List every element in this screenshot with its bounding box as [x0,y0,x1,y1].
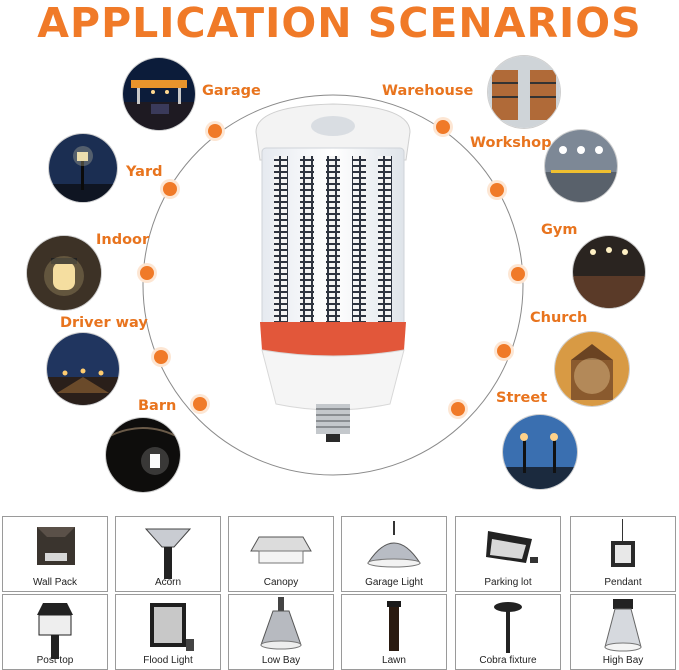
label-street: Street [496,390,548,406]
photo-indoor [27,236,101,310]
fixture-acorn [115,516,221,592]
fixture-label: Pendant [604,577,642,588]
label-workshop: Workshop [470,135,552,151]
fixture-wall-pack [2,516,108,592]
fixture-lawn [341,594,447,670]
fixture-label: Lawn [382,655,406,666]
fixture-label: Post top [36,655,74,666]
fixture-label: Cobra fixture [479,655,537,666]
dot-street [451,402,465,416]
dot-warehouse [436,120,450,134]
fixture-label: Garage Light [365,577,423,588]
fixture-garage-light [341,516,447,592]
dot-driver-way [154,350,168,364]
dot-indoor [140,266,154,280]
photo-workshop [545,130,617,202]
fixture-post-top [2,594,108,670]
label-yard: Yard [126,164,163,180]
fixture-pendant [570,516,676,592]
dot-gym [511,267,525,281]
photo-garage [123,58,195,130]
fixture-label: Wall Pack [32,577,78,588]
fixture-canopy [228,516,334,592]
fixture-high-bay [570,594,676,670]
label-indoor: Indoor [96,232,150,248]
label-warehouse: Warehouse [382,83,474,99]
fixture-label: Acorn [154,577,182,588]
fixture-label: High Bay [602,655,644,666]
label-garage: Garage [202,83,261,99]
dot-yard [163,182,177,196]
corn-bulb-image [248,100,418,452]
fixture-flood-light [115,594,221,670]
label-barn: Barn [138,398,177,414]
dot-workshop [490,183,504,197]
photo-church [555,332,629,406]
label-driver-way: Driver way [60,315,148,331]
photo-driver-way [47,333,119,405]
dot-church [497,344,511,358]
fixture-low-bay [228,594,334,670]
label-church: Church [530,310,588,326]
fixture-label: Canopy [263,577,299,588]
dot-barn [193,397,207,411]
fixture-label: Flood Light [143,655,193,666]
photo-gym [573,236,645,308]
fixture-cobra [455,594,561,670]
fixture-label: Parking lot [484,577,532,588]
fixture-label: Low Bay [261,655,301,666]
photo-yard [49,134,117,202]
dot-garage [208,124,222,138]
photo-street [503,415,577,489]
label-gym: Gym [541,222,578,238]
fixture-parking-lot [455,516,561,592]
page-title: APPLICATION SCENARIOS [37,0,642,47]
photo-barn [106,418,180,492]
photo-warehouse [488,56,560,128]
